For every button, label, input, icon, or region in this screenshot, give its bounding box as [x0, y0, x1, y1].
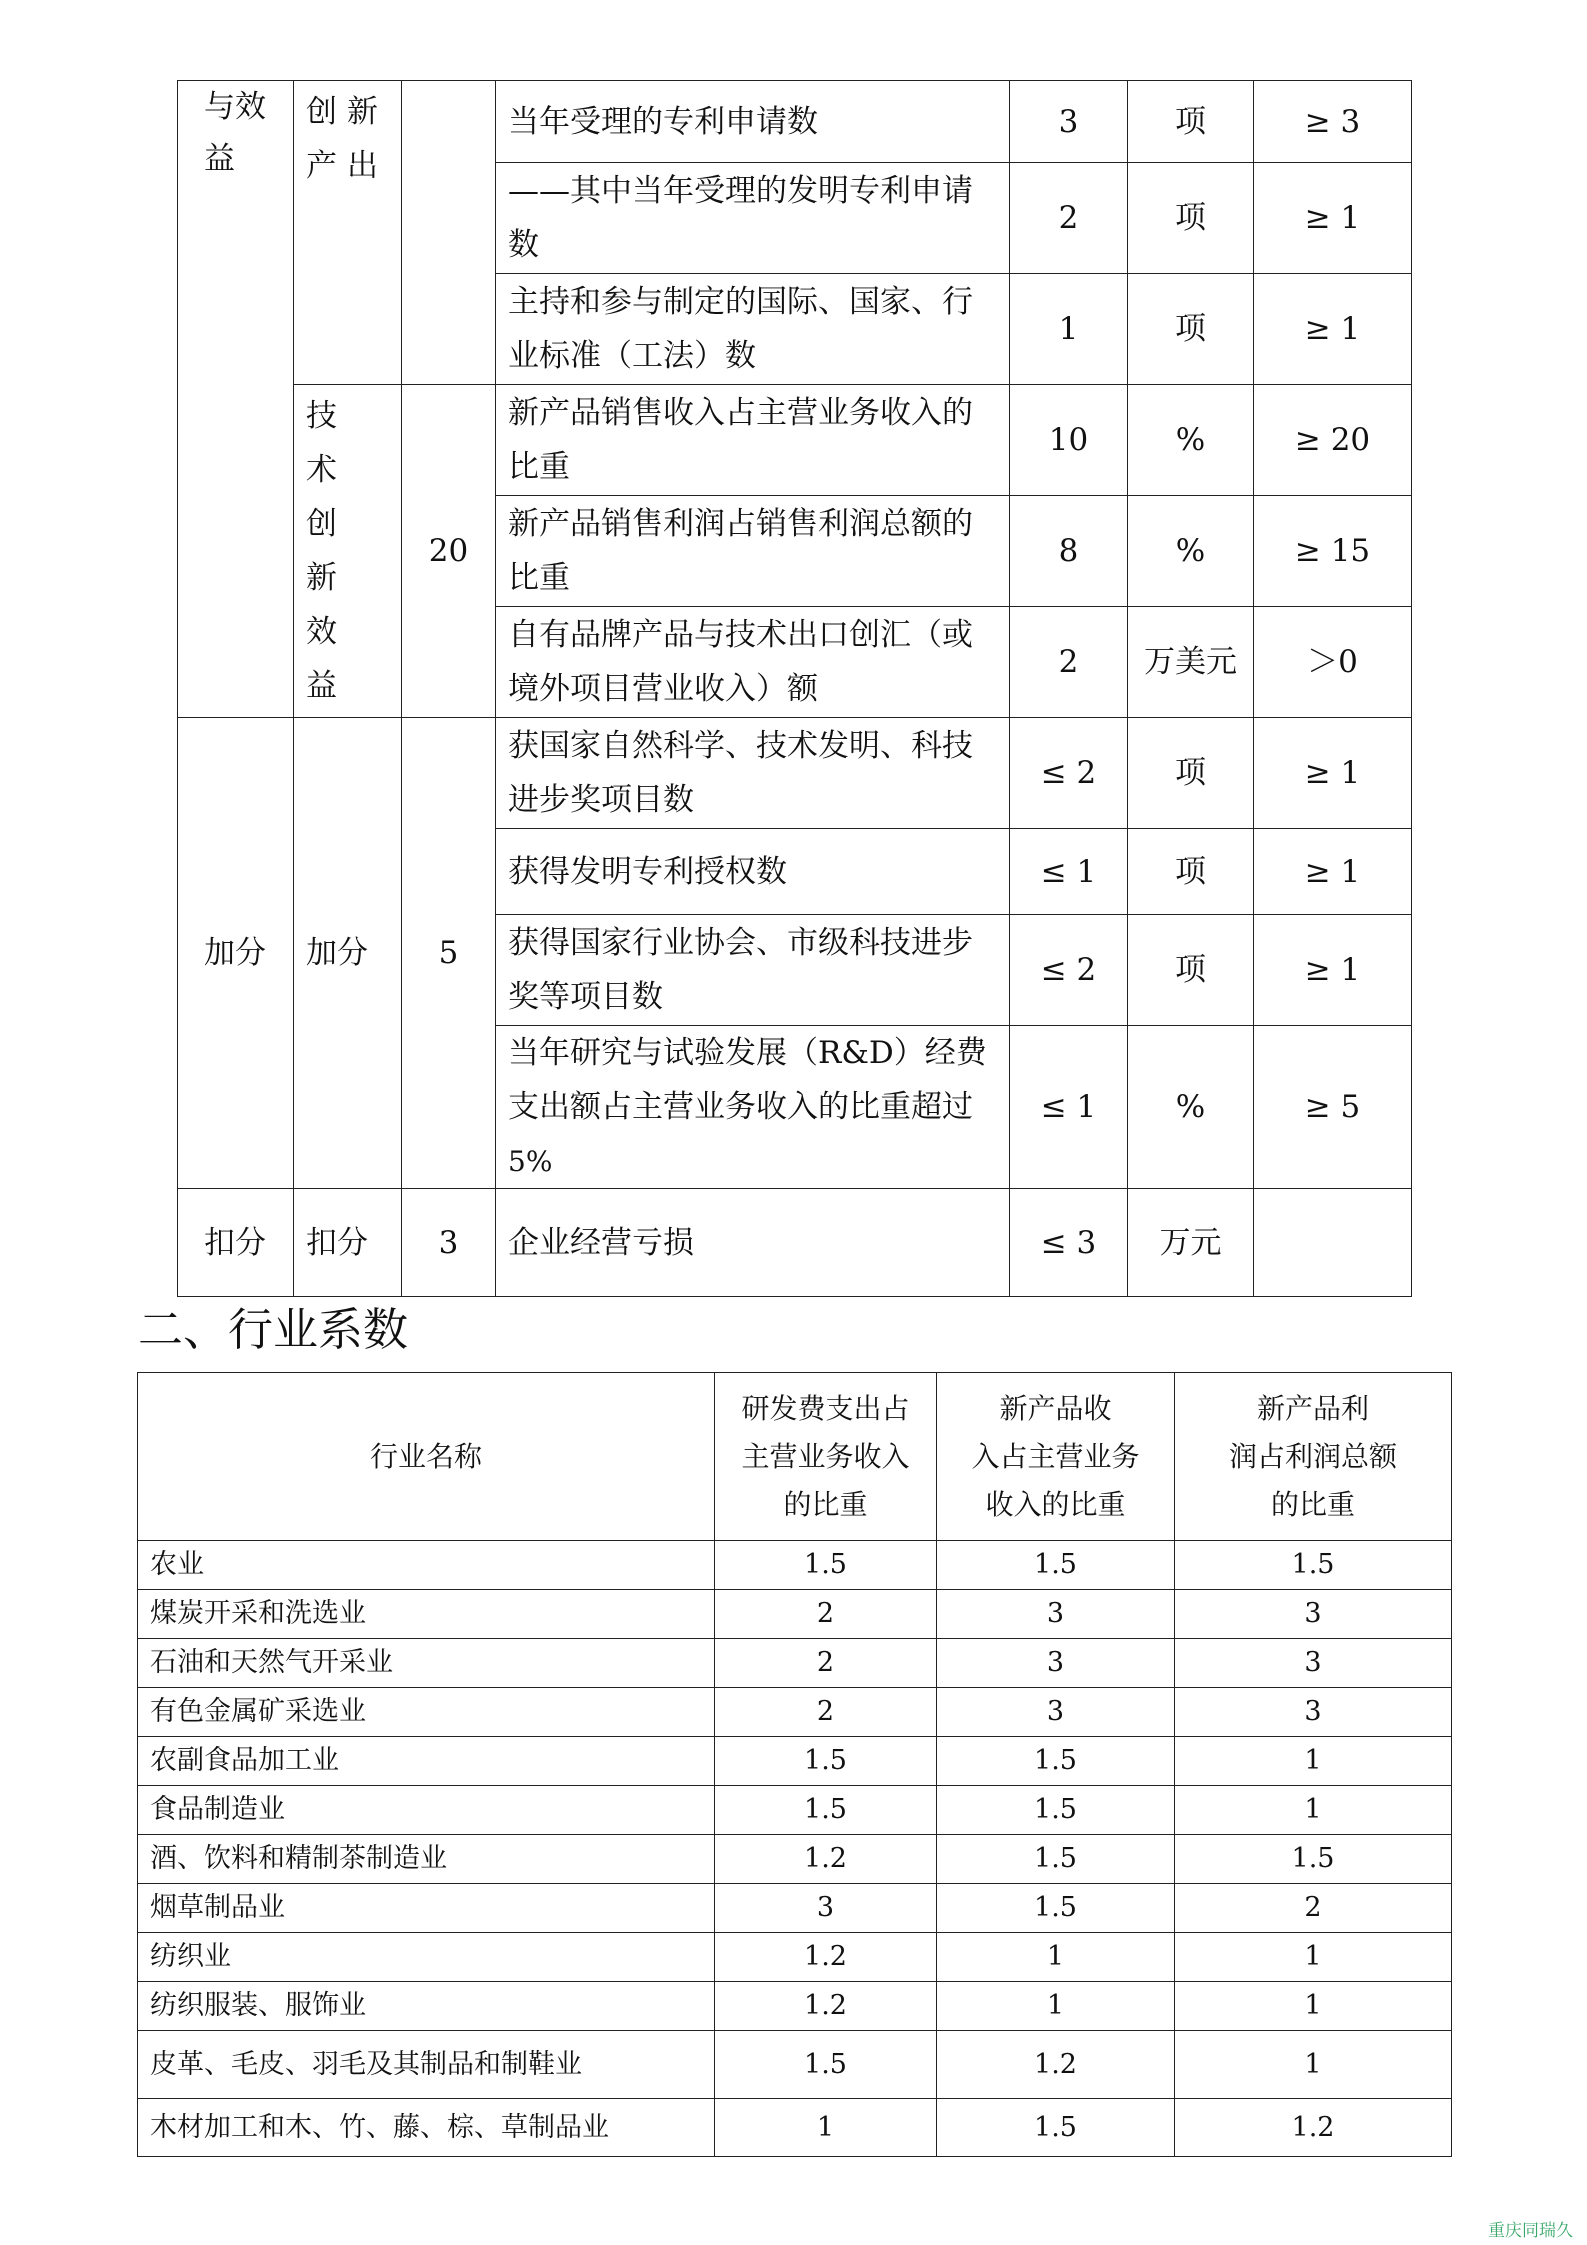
table-row — [138, 1737, 1452, 1786]
target-cell — [1254, 1189, 1412, 1297]
header-line: 新产品收 — [999, 1391, 1112, 1425]
value-cell: ≤ 2 — [1010, 718, 1128, 829]
table-row — [138, 1982, 1452, 2031]
section-heading: 二、行业系数 — [138, 1303, 409, 1356]
rd-value: 2 — [715, 1639, 937, 1688]
industry-name: 烟草制品业 — [138, 1884, 715, 1933]
target-cell: ＞0 — [1254, 607, 1412, 718]
target-cell: ≥ 1 — [1254, 163, 1412, 274]
table-row — [138, 1884, 1452, 1933]
rd-value: 1.2 — [715, 1982, 937, 2031]
industry-name: 农副食品加工业 — [138, 1737, 715, 1786]
industry-name: 纺织业 — [138, 1933, 715, 1982]
income-value: 1.5 — [937, 1541, 1175, 1590]
industry-name: 有色金属矿采选业 — [138, 1688, 715, 1737]
rd-value: 1.5 — [715, 2031, 937, 2099]
weight-cell: 3 — [402, 1189, 496, 1297]
profit-value: 1 — [1175, 1982, 1452, 2031]
profit-value: 3 — [1175, 1688, 1452, 1737]
table-row — [178, 81, 1412, 163]
income-value: 1.5 — [937, 1884, 1175, 1933]
value-cell: 3 — [1010, 81, 1128, 163]
unit-cell: 项 — [1128, 829, 1254, 915]
target-cell: ≥ 3 — [1254, 81, 1412, 163]
unit-cell: 万元 — [1128, 1189, 1254, 1297]
table-row — [178, 385, 1412, 496]
industry-name: 木材加工和木、竹、藤、棕、草制品业 — [138, 2099, 715, 2157]
profit-value: 1 — [1175, 1786, 1452, 1835]
industry-name: 酒、饮料和精制茶制造业 — [138, 1835, 715, 1884]
rd-value: 1 — [715, 2099, 937, 2157]
industry-name: 农业 — [138, 1541, 715, 1590]
income-value: 3 — [937, 1590, 1175, 1639]
table-row — [138, 1541, 1452, 1590]
rd-value: 1.5 — [715, 1786, 937, 1835]
industry-name: 食品制造业 — [138, 1786, 715, 1835]
header-line: 收入的比重 — [985, 1487, 1126, 1521]
rd-value: 1.5 — [715, 1737, 937, 1786]
table-row — [178, 1189, 1412, 1297]
unit-cell: 项 — [1128, 718, 1254, 829]
unit-cell: 项 — [1128, 915, 1254, 1026]
header-line: 入占主营业务 — [971, 1439, 1140, 1473]
indicator-cell — [496, 1026, 1010, 1189]
value-cell: 8 — [1010, 496, 1128, 607]
indicator-cell: 获得发明专利授权数 — [496, 829, 1010, 915]
weight-cell: 5 — [402, 718, 496, 1189]
table-row — [138, 1639, 1452, 1688]
weight-cell — [402, 81, 496, 385]
target-cell: ≥ 1 — [1254, 829, 1412, 915]
industry-coefficient-table — [137, 1372, 1452, 2157]
value-cell: ≤ 2 — [1010, 915, 1128, 1026]
income-value: 1.5 — [937, 2099, 1175, 2157]
indicator-cell: 获得国家行业协会、市级科技进步奖等项目数 — [496, 915, 1010, 1026]
table-row — [138, 1590, 1452, 1639]
subcategory-label: 创新产出 — [306, 94, 388, 184]
table-row — [138, 1688, 1452, 1737]
unit-cell: % — [1128, 385, 1254, 496]
table-row — [138, 2099, 1452, 2157]
category-cell — [178, 718, 294, 1189]
unit-cell: 项 — [1128, 163, 1254, 274]
subcategory-cell — [294, 81, 402, 385]
unit-cell: 项 — [1128, 81, 1254, 163]
income-value: 3 — [937, 1688, 1175, 1737]
table-row — [138, 1835, 1452, 1884]
table-row — [178, 718, 1412, 829]
indicator-cell: 自有品牌产品与技术出口创汇（或境外项目营业收入）额 — [496, 607, 1010, 718]
industry-name: 石油和天然气开采业 — [138, 1639, 715, 1688]
profit-value: 3 — [1175, 1590, 1452, 1639]
table-row — [138, 2031, 1452, 2099]
table-row — [138, 1933, 1452, 1982]
header-line: 主营业务收入 — [741, 1439, 910, 1473]
profit-value: 1 — [1175, 1933, 1452, 1982]
rd-value: 1.5 — [715, 1541, 937, 1590]
income-value: 1 — [937, 1982, 1175, 2031]
value-cell: 2 — [1010, 607, 1128, 718]
profit-value: 1.5 — [1175, 1541, 1452, 1590]
table-header-row — [138, 1373, 1452, 1541]
header-line: 的比重 — [1270, 1487, 1355, 1521]
subcategory-cell: 扣分 — [294, 1189, 402, 1297]
value-cell: 1 — [1010, 274, 1128, 385]
value-cell: 2 — [1010, 163, 1128, 274]
industry-name: 纺织服装、服饰业 — [138, 1982, 715, 2031]
category-cell — [178, 1189, 294, 1297]
income-value: 1.5 — [937, 1737, 1175, 1786]
rd-value: 2 — [715, 1688, 937, 1737]
value-cell: 10 — [1010, 385, 1128, 496]
target-cell: ≥ 1 — [1254, 718, 1412, 829]
indicator-cell: 新产品销售收入占主营业务收入的比重 — [496, 385, 1010, 496]
indicator-cell: 新产品销售利润占销售利润总额的比重 — [496, 496, 1010, 607]
evaluation-indicator-table — [177, 80, 1412, 1297]
subcategory-label: 技术创新效益 — [306, 398, 347, 704]
category-label: 与效益 — [204, 89, 266, 177]
category-label: 加分 — [204, 935, 266, 971]
unit-cell: % — [1128, 496, 1254, 607]
indicator-cell: 获国家自然科学、技术发明、科技进步奖项目数 — [496, 718, 1010, 829]
indicator-cell: 主持和参与制定的国际、国家、行业标准（工法）数 — [496, 274, 1010, 385]
header-rd-ratio — [715, 1373, 937, 1541]
profit-value: 1 — [1175, 1737, 1452, 1786]
rd-value: 1.2 — [715, 1835, 937, 1884]
income-value: 1.5 — [937, 1786, 1175, 1835]
unit-cell: % — [1128, 1026, 1254, 1189]
profit-value: 1.5 — [1175, 1835, 1452, 1884]
value-cell: ≤ 3 — [1010, 1189, 1128, 1297]
indicator-cell: ——其中当年受理的发明专利申请数 — [496, 163, 1010, 274]
header-newprod-income — [937, 1373, 1175, 1541]
header-newprod-profit — [1175, 1373, 1452, 1541]
rd-value: 1.2 — [715, 1933, 937, 1982]
header-line: 研发费支出占 — [741, 1391, 910, 1425]
income-value: 3 — [937, 1639, 1175, 1688]
category-label: 扣分 — [204, 1224, 266, 1261]
profit-value: 1.2 — [1175, 2099, 1452, 2157]
table-row — [138, 1786, 1452, 1835]
subcategory-cell — [294, 385, 402, 718]
watermark-text: 重庆同瑞久 — [1488, 2221, 1573, 2241]
profit-value: 1 — [1175, 2031, 1452, 2099]
rd-value: 3 — [715, 1884, 937, 1933]
unit-cell: 项 — [1128, 274, 1254, 385]
target-cell: ≥ 5 — [1254, 1026, 1412, 1189]
income-value: 1.2 — [937, 2031, 1175, 2099]
target-cell: ≥ 1 — [1254, 274, 1412, 385]
indicator-cell: 当年受理的专利申请数 — [496, 81, 1010, 163]
indicator-suffix: 5% — [508, 1145, 553, 1178]
value-cell: ≤ 1 — [1010, 1026, 1128, 1189]
target-cell: ≥ 15 — [1254, 496, 1412, 607]
income-value: 1 — [937, 1933, 1175, 1982]
industry-name: 皮革、毛皮、羽毛及其制品和制鞋业 — [138, 2031, 715, 2099]
indicator-cell: 企业经营亏损 — [496, 1189, 1010, 1297]
subcategory-cell: 加分 — [294, 718, 402, 1189]
header-line: 的比重 — [783, 1487, 868, 1521]
value-cell: ≤ 1 — [1010, 829, 1128, 915]
target-cell: ≥ 20 — [1254, 385, 1412, 496]
target-cell: ≥ 1 — [1254, 915, 1412, 1026]
header-industry: 行业名称 — [138, 1373, 715, 1541]
header-line: 润占利润总额 — [1228, 1439, 1397, 1473]
rd-value: 2 — [715, 1590, 937, 1639]
header-line: 新产品利 — [1256, 1391, 1369, 1425]
indicator-text: 当年研究与试验发展（R&D）经费支出额占主营业务收入的比重超过 — [508, 1035, 987, 1125]
profit-value: 3 — [1175, 1639, 1452, 1688]
unit-cell: 万美元 — [1128, 607, 1254, 718]
profit-value: 2 — [1175, 1884, 1452, 1933]
category-cell — [178, 81, 294, 718]
weight-cell: 20 — [402, 385, 496, 718]
income-value: 1.5 — [937, 1835, 1175, 1884]
industry-name: 煤炭开采和洗选业 — [138, 1590, 715, 1639]
